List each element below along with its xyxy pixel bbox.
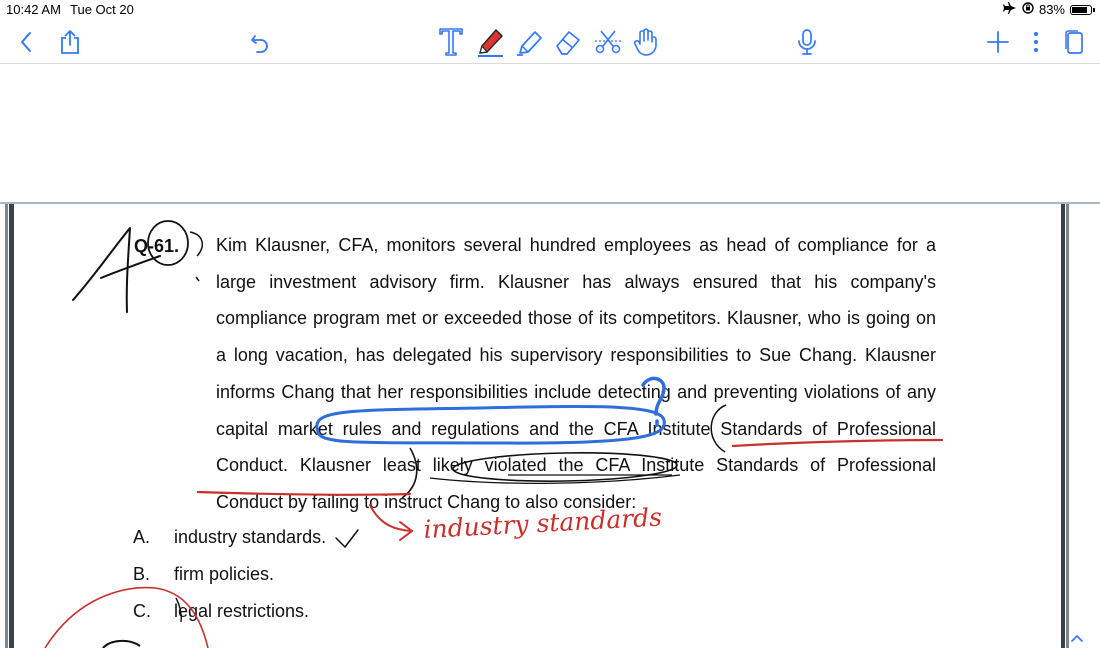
battery-percent: 83% bbox=[1038, 2, 1065, 17]
option-text: firm policies. bbox=[174, 564, 275, 584]
question-content bbox=[0, 204, 1100, 648]
share-icon[interactable] bbox=[54, 24, 86, 60]
eraser-tool-icon[interactable] bbox=[552, 24, 584, 60]
chevron-up-icon bbox=[1070, 633, 1084, 643]
add-icon[interactable] bbox=[982, 24, 1014, 60]
option-text: industry standards. bbox=[174, 527, 327, 547]
canvas-blank-area[interactable] bbox=[0, 64, 1100, 202]
pages-icon[interactable] bbox=[1058, 24, 1090, 60]
hand-tool-icon[interactable] bbox=[630, 24, 662, 60]
app-toolbar bbox=[0, 20, 1100, 64]
option-text: legal restrictions. bbox=[174, 601, 310, 621]
option-b bbox=[133, 564, 274, 585]
status-date: Tue Oct 20 bbox=[70, 2, 134, 17]
option-a bbox=[133, 527, 326, 548]
microphone-icon[interactable] bbox=[791, 24, 823, 60]
lasso-scissors-icon[interactable] bbox=[592, 24, 624, 60]
highlighter-tool-icon[interactable] bbox=[514, 24, 546, 60]
option-letter: A. bbox=[133, 527, 151, 547]
question-text: Kim Klausner, CFA, monitors several hundred employees as head of compliance for a large investment advisory firm. Klausner has always ensured that his company's compliance program met or exceeded those of its competitors. Klausner, who is going on a long vacation, has delegated his supervisory responsibilities to Sue Chang. Klausner informs Chang that her responsibilities include detecting and preventing violations of any capital market rules and regulations and the CFA Institute Standards of Professional Conduct. Klausner least likely violated the CFA Institute Standards of Professional Conduct by failing to instruct Chang to also consider: bbox=[216, 235, 936, 512]
status-bar bbox=[0, 0, 1100, 20]
question-number: Q-61. bbox=[134, 236, 180, 256]
airplane-mode-icon bbox=[1003, 2, 1017, 17]
undo-icon[interactable] bbox=[244, 24, 276, 60]
scroll-up-button[interactable] bbox=[1066, 628, 1088, 648]
orientation-lock-icon bbox=[1022, 2, 1034, 17]
option-c bbox=[133, 601, 309, 622]
option-letter: C. bbox=[133, 601, 151, 621]
option-letter: B. bbox=[133, 564, 151, 584]
text-tool-icon[interactable] bbox=[435, 24, 467, 60]
handwritten-note: industry standards bbox=[422, 502, 663, 544]
more-icon[interactable] bbox=[1020, 24, 1052, 60]
status-right bbox=[1003, 2, 1092, 17]
battery-icon bbox=[1070, 5, 1092, 15]
pen-tool-icon[interactable] bbox=[474, 24, 506, 60]
back-icon[interactable] bbox=[10, 24, 42, 60]
status-time: 10:42 AM bbox=[6, 2, 61, 17]
